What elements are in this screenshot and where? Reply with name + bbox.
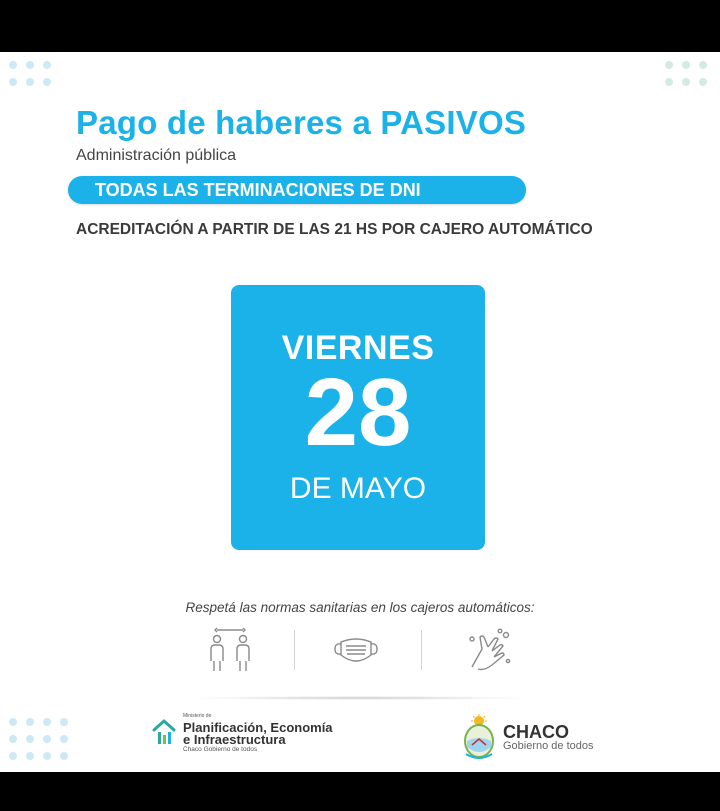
ministry-tagline: Chaco Gobierno de todos [183,746,258,753]
top-black-bar [0,0,720,52]
house-icon [152,718,176,746]
payment-date-box [231,285,485,550]
chaco-name: CHACO [503,722,569,742]
health-message: Respetá las normas sanitarias en los cajeros automáticos: [185,600,535,615]
accreditation-notice: ACREDITACIÓN A PARTIR DE LAS 21 HS POR CAJERO AUTOMÁTICO [76,221,593,238]
hand-washing-icon [464,627,514,673]
ministry-name-line1: Planificación, Economía [183,720,333,735]
announcement-card [0,52,720,772]
icon-separator [421,630,422,670]
social-distance-icon [205,627,255,673]
icon-separator [294,630,295,670]
footer-divider [190,696,530,700]
ministry-name-line2: e Infraestructura [183,732,286,747]
dni-banner-label: TODAS LAS TERMINACIONES DE DNI [95,180,421,200]
date-day-number: 28 [304,359,412,466]
page-title: Pago de haberes a PASIVOS [76,104,527,141]
decorative-dots-top-right [665,61,707,86]
page-subtitle: Administración pública [76,147,237,164]
face-mask-icon [331,627,381,673]
ministry-prefix: Ministerio de [183,713,212,719]
date-month: DE MAYO [289,472,427,505]
dni-banner [68,176,526,204]
date-weekday: VIERNES [281,329,435,367]
decorative-dots-top-left [9,61,51,86]
bottom-black-bar [0,772,720,811]
decorative-dots-bottom-left [9,718,68,760]
chaco-seal-icon [462,714,496,760]
chaco-tagline: Gobierno de todos [503,740,594,752]
ministry-logo [152,712,352,756]
